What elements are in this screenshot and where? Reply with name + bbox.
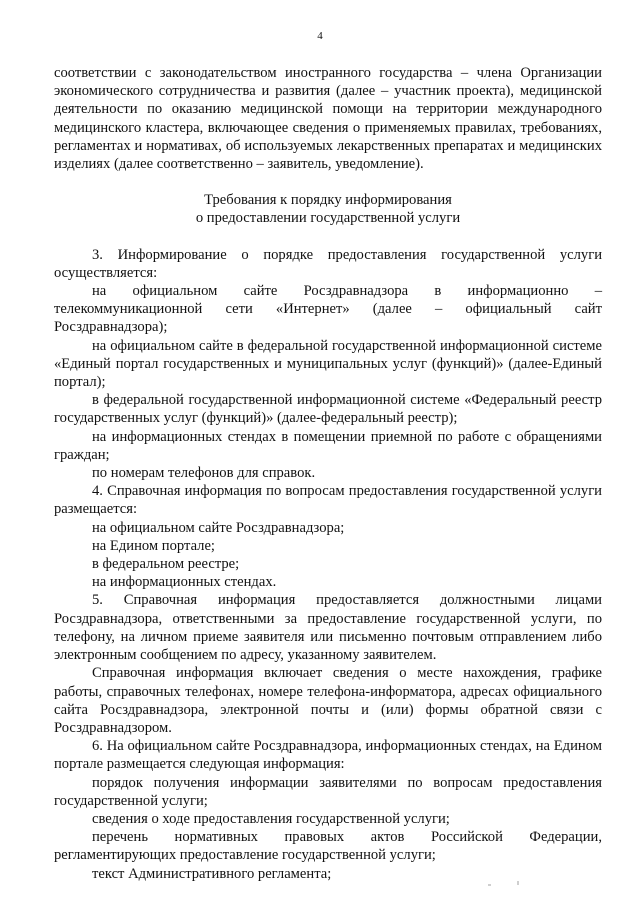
paragraph-6-item-procedure: порядок получения информации заявителями по вопросам предоставления государственной услуги; [54, 774, 602, 809]
paragraph-6-item-reglament-text: текст Административного регламента; [92, 865, 332, 882]
document-body [54, 64, 602, 883]
paragraph-6: 6. На официальном сайте Росздравнадзора, информационных стендах, на Едином портале размещается следующая информация: [54, 738, 602, 773]
paragraph-3-item-info-stands: на информационных стендах в помещении приемной по работе с обращениями граждан; [54, 428, 602, 463]
paragraph-4-item-unified-portal: на Едином портале; [92, 537, 215, 554]
paragraph-4-item-official-site: на официальном сайте Росздравнадзора; [92, 519, 345, 536]
paragraph-4-item-federal-registry: в федеральном реестре; [92, 556, 240, 573]
paragraph-6-item-progress: сведения о ходе предоставления государственной услуги; [92, 810, 450, 827]
paragraph-3: 3. Информирование о порядке предоставления государственной услуги осуществляется: [54, 246, 602, 281]
paragraph-4-item-info-stands: на информационных стендах. [92, 574, 277, 591]
paragraph-4: 4. Справочная информация по вопросам предоставления государственной услуги размещается: [54, 483, 602, 518]
page-number: 4 [317, 30, 323, 42]
paragraph-3-item-federal-registry: в федеральной государственной информационной системе «Федеральный реестр государственных услуг (функций)» (далее-федеральный реестр); [54, 392, 602, 427]
intro-paragraph: соответствии с законодательством иностранного государства – члена Организации экономического сотрудничества и развития (далее – участник проекта), медицинской деятельности по оказанию медицинской помощи на территории международного медицинского кластера, включающее сведения о применяемых правилах, требованиях, регламентах и нормативах, об используемых лекарственных препаратах и медицинских изделиях (далее соответственно – заявитель, уведомление). [54, 65, 602, 173]
scan-artifact [488, 884, 491, 886]
scan-artifact [517, 881, 519, 885]
paragraph-3-item-unified-portal: на официальном сайте в федеральной государственной информационной системе «Единый портал государственных и муниципальных услуг (функций)» (далее-Единый портал); [54, 337, 602, 391]
section-heading [54, 191, 602, 227]
paragraph-6-item-regulations: перечень нормативных правовых актов Российской Федерации, регламентирующих предоставление государственной услуги; [54, 829, 602, 864]
paragraph-3-item-official-site: на официальном сайте Росздравнадзора в информационно – телекоммуникационной сети «Интернет» (далее – официальный сайт Росздравнадзора); [54, 283, 602, 336]
section-heading-line-1: Требования к порядку информирования [204, 192, 452, 209]
section-heading-line-2: о предоставлении государственной услуги [195, 210, 461, 227]
paragraph-5-reference-info: Справочная информация включает сведения о месте нахождения, графике работы, справочных телефонах, номере телефона-информатора, адресах официального сайта Росздравнадзора, электронной почты и (или) формы обратной связи с Росздравнадзором. [54, 665, 602, 736]
paragraph-5: 5. Справочная информация предоставляется должностными лицами Росздравнадзора, ответственными за предоставление государственной услуги, по телефону, на личном приеме заявителя или письменно почтовым отправлением либо электронным сообщением по адресу, указанному заявителем. [54, 592, 602, 664]
paragraph-3-item-phones: по номерам телефонов для справок. [92, 465, 316, 482]
